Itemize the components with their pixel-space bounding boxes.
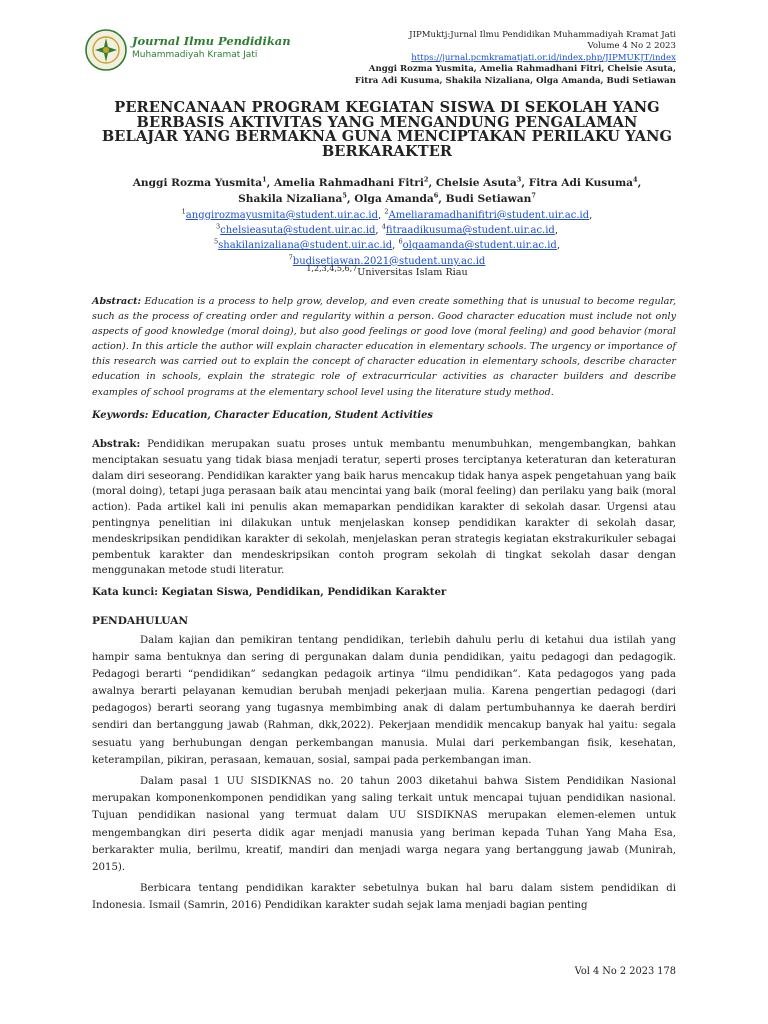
email-link[interactable]: olgaamanda@student.uir.ac.id <box>402 240 557 252</box>
paper-title: PERENCANAAN PROGRAM KEGIATAN SISWA DI SEKOLAH YANG BERBASIS AKTIVITAS YANG MENGANDUNG PENGALAMAN BELAJAR YANG BERMAKNA GUNA MENCIPTAKAN PERILAKU YANG BERKARAKTER <box>101 99 673 160</box>
page-footer: Vol 4 No 2 2023 178 <box>574 966 676 977</box>
email-link[interactable]: Ameliaramadhanifitri@student.uir.ac.id <box>388 210 590 221</box>
author-name: Shakila Nizaliana <box>238 192 343 205</box>
author-name: Anggi Rozma Yusmita <box>132 177 263 189</box>
author-sup: 1 <box>262 175 267 184</box>
abstrak-text: Pendidikan merupakan suatu proses untuk membantu menumbuhkan, mengembangkan, bahkan menciptakan sesuatu yang tidak biasa menjadi teratur, seperti proses terciptanya keteraturan dan keteraturan dalam diri seseorang. Pendidikan karakter yang baik harus mencakup tidak hanya aspek pengetahuan yang baik (moral doing), tetapi juga perasaan baik atau mencintai yang baik (moral feeling) dan perilaku yang baik (moral action). Pada artikel kali ini penulis akan memaparkan pendidikan karakter di sekolah dasar. Urgensi atau pentingnya penelitian ini dilakukan untuk menjelaskan konsep pendidikan karakter di sekolah dasar, mendeskripsikan pendidikan karakter di sekolah, menjelaskan peran strategis kegiatan ekstrakurikuler sebagai pembentuk karakter dan mendeskripsikan contoh program sekolah di tingkat sekolah dasar dengan menggunakan metode studi literatur. <box>92 439 676 577</box>
author-sup: 2 <box>423 175 429 184</box>
header-authors-line-2: Fitra Adi Kusuma, Shakila Nizaliana, Olga Amanda, Budi Setiawan <box>354 75 676 86</box>
email-link[interactable]: fitraadikusuma@student.uir.ac.id <box>385 225 555 237</box>
author-sup: 3 <box>516 175 522 184</box>
author-sup: 5 <box>342 191 347 200</box>
keywords-indonesian: Kata kunci: Kegiatan Siswa, Pendidikan, Pendidikan Karakter <box>92 586 447 598</box>
affiliation-sup: 1,2,3,4,5,6,7 <box>306 264 358 273</box>
journal-url-link[interactable]: https://jurnal.pcmkramatjati.or.id/index.php/JIPMUKJT/index <box>411 52 676 63</box>
journal-volume: Volume 4 No 2 2023 <box>587 41 676 52</box>
email-link[interactable]: chelsieasuta@student.uir.ac.id <box>220 225 376 237</box>
body-text <box>92 632 676 919</box>
logo-title: Journal Ilmu Pendidikan <box>132 34 291 48</box>
journal-name: JIPMuktj:Jurnal Ilmu Pendidikan Muhammadiyah Kramat Jati <box>409 30 676 40</box>
abstrak-label: Abstrak: <box>92 438 141 450</box>
author-name: , Chelsie Asuta <box>428 177 517 189</box>
affiliation-name: Universitas Islam Riau <box>357 267 468 279</box>
abstract-english <box>92 294 676 400</box>
abstract-indonesian <box>92 437 676 579</box>
abstract-label: Abstract: <box>92 296 142 307</box>
author-emails: $^1$anggirozmayusmita@student.uir.ac.id, $^2$Ameliaramadhanifitri@student.uir.ac.id, $^3$chelsieasuta@student.uir.ac.id, $^4$fitraadikusuma@student.uir.ac.id, $^5$shakilanizaliana@student.uir.ac.id, $^6$olgaamanda@student.uir.ac.id, $^7$budisetiawan.2021@student.uny.ac.id <box>181 207 593 267</box>
email-link[interactable]: shakilanizaliana@student.uir.ac.id <box>218 240 393 252</box>
running-header <box>256 30 676 87</box>
author-name: , Olga Amanda <box>346 192 434 205</box>
author-name: , Fitra Adi Kusuma <box>521 177 634 189</box>
author-list: Anggi Rozma Yusmita$^1$, Amelia Rahmadhani Fitri$^2$, Chelsie Asuta$^3$, Fitra Adi Kusuma$^4$, Shakila Nizaliana$^5$, Olga Amanda$^6$, Budi Setiawan$^7$ <box>132 175 642 205</box>
email-link[interactable]: anggirozmayusmita@student.uir.ac.id <box>185 210 378 221</box>
logo-subtitle: Muhammadiyah Kramat Jati <box>132 50 258 60</box>
paragraph: Dalam pasal 1 UU SISDIKNAS no. 20 tahun 2003 diketahui bahwa Sistem Pendidikan Nasional merupakan komponenkomponen pendidikan yang saling terkait untuk mencapai tujuan pendidikan nasional. Tujuan pendidikan nasional yang termuat dalam UU SISDIKNAS merupakan elemen-elemen untuk mengembangkan diri peserta didik agar menjadi manusia yang beriman kepada Tuhan Yang Maha Esa, berkarakter mulia, berilmu, kreatif, mandiri dan menjadi warga negara yang bertanggung jawab (Munirah, 2015). <box>92 776 676 873</box>
section-heading: PENDAHULUAN <box>92 615 189 627</box>
paragraph: Berbicara tentang pendidikan karakter sebetulnya bukan hal baru dalam sistem pendidikan di Indonesia. Ismail (Samrin, 2016) Pendidikan karakter sudah sejak lama menjadi bagian penting <box>92 883 676 912</box>
affiliation <box>96 264 678 278</box>
author-sup: 7 <box>531 191 536 200</box>
email-link[interactable]: budisetiawan.2021@student.uny.ac.id <box>292 255 486 267</box>
author-sup: 6 <box>433 191 439 200</box>
journal-emblem-icon <box>84 28 128 72</box>
author-sup: 4 <box>633 175 638 184</box>
keywords-english: Keywords: Education, Character Education, Student Activities <box>92 410 433 421</box>
author-name: , Amelia Rahmadhani Fitri <box>266 177 424 189</box>
author-name: , Budi Setiawan <box>438 192 532 205</box>
paragraph: Dalam kajian dan pemikiran tentang pendidikan, terlebih dahulu perlu di ketahui dua istilah yang hampir sama bentuknya dan sering di pergunakan dalam dunia pendidikan, yaitu pedagogi dan pedagogik. Pedagogi berarti “pendidikan” sedangkan pedagoik artinya “ilmu pendidikan”. Kata pedagogos yang pada awalnya berarti pelayanan kemudian berubah menjadi pekerjaan mulia. Karena pengertian pedagogi (dari pedagogos) berarti seorang yang tugasnya membimbing anak di dalam pertumbuhannya ke daerah berdiri sendiri dan bertanggung jawab (Rahman, dkk,2022). Pekerjaan mendidik mencakup banyak hal yaitu: segala sesuatu yang berhubungan dengan perkembangan manusia. Mulai dari perkembangan fisik, kesehatan, keterampilan, pikiran, perasaan, kemauan, sosial, sampai pada perkembangan iman. <box>92 635 676 766</box>
header-authors-line-1: Anggi Rozma Yusmita, Amelia Rahmadhani Fitri, Chelsie Asuta, <box>368 64 676 75</box>
abstract-text: Education is a process to help grow, develop, and even create something that is unusual to become regular, such as the process of creating order and regularity within a person. Good character education must include not only aspects of good knowledge (moral doing), but also good feelings or good love (moral feeling) and good behavior (moral action). In this article the author will explain character education in elementary schools. The urgency or importance of this research was carried out to explain the concept of character education in elementary schools, describe character education in schools, explain the strategic role of extracurricular activities as character builders and describe examples of school programs at the elementary school level using the literature study method. <box>92 296 676 398</box>
